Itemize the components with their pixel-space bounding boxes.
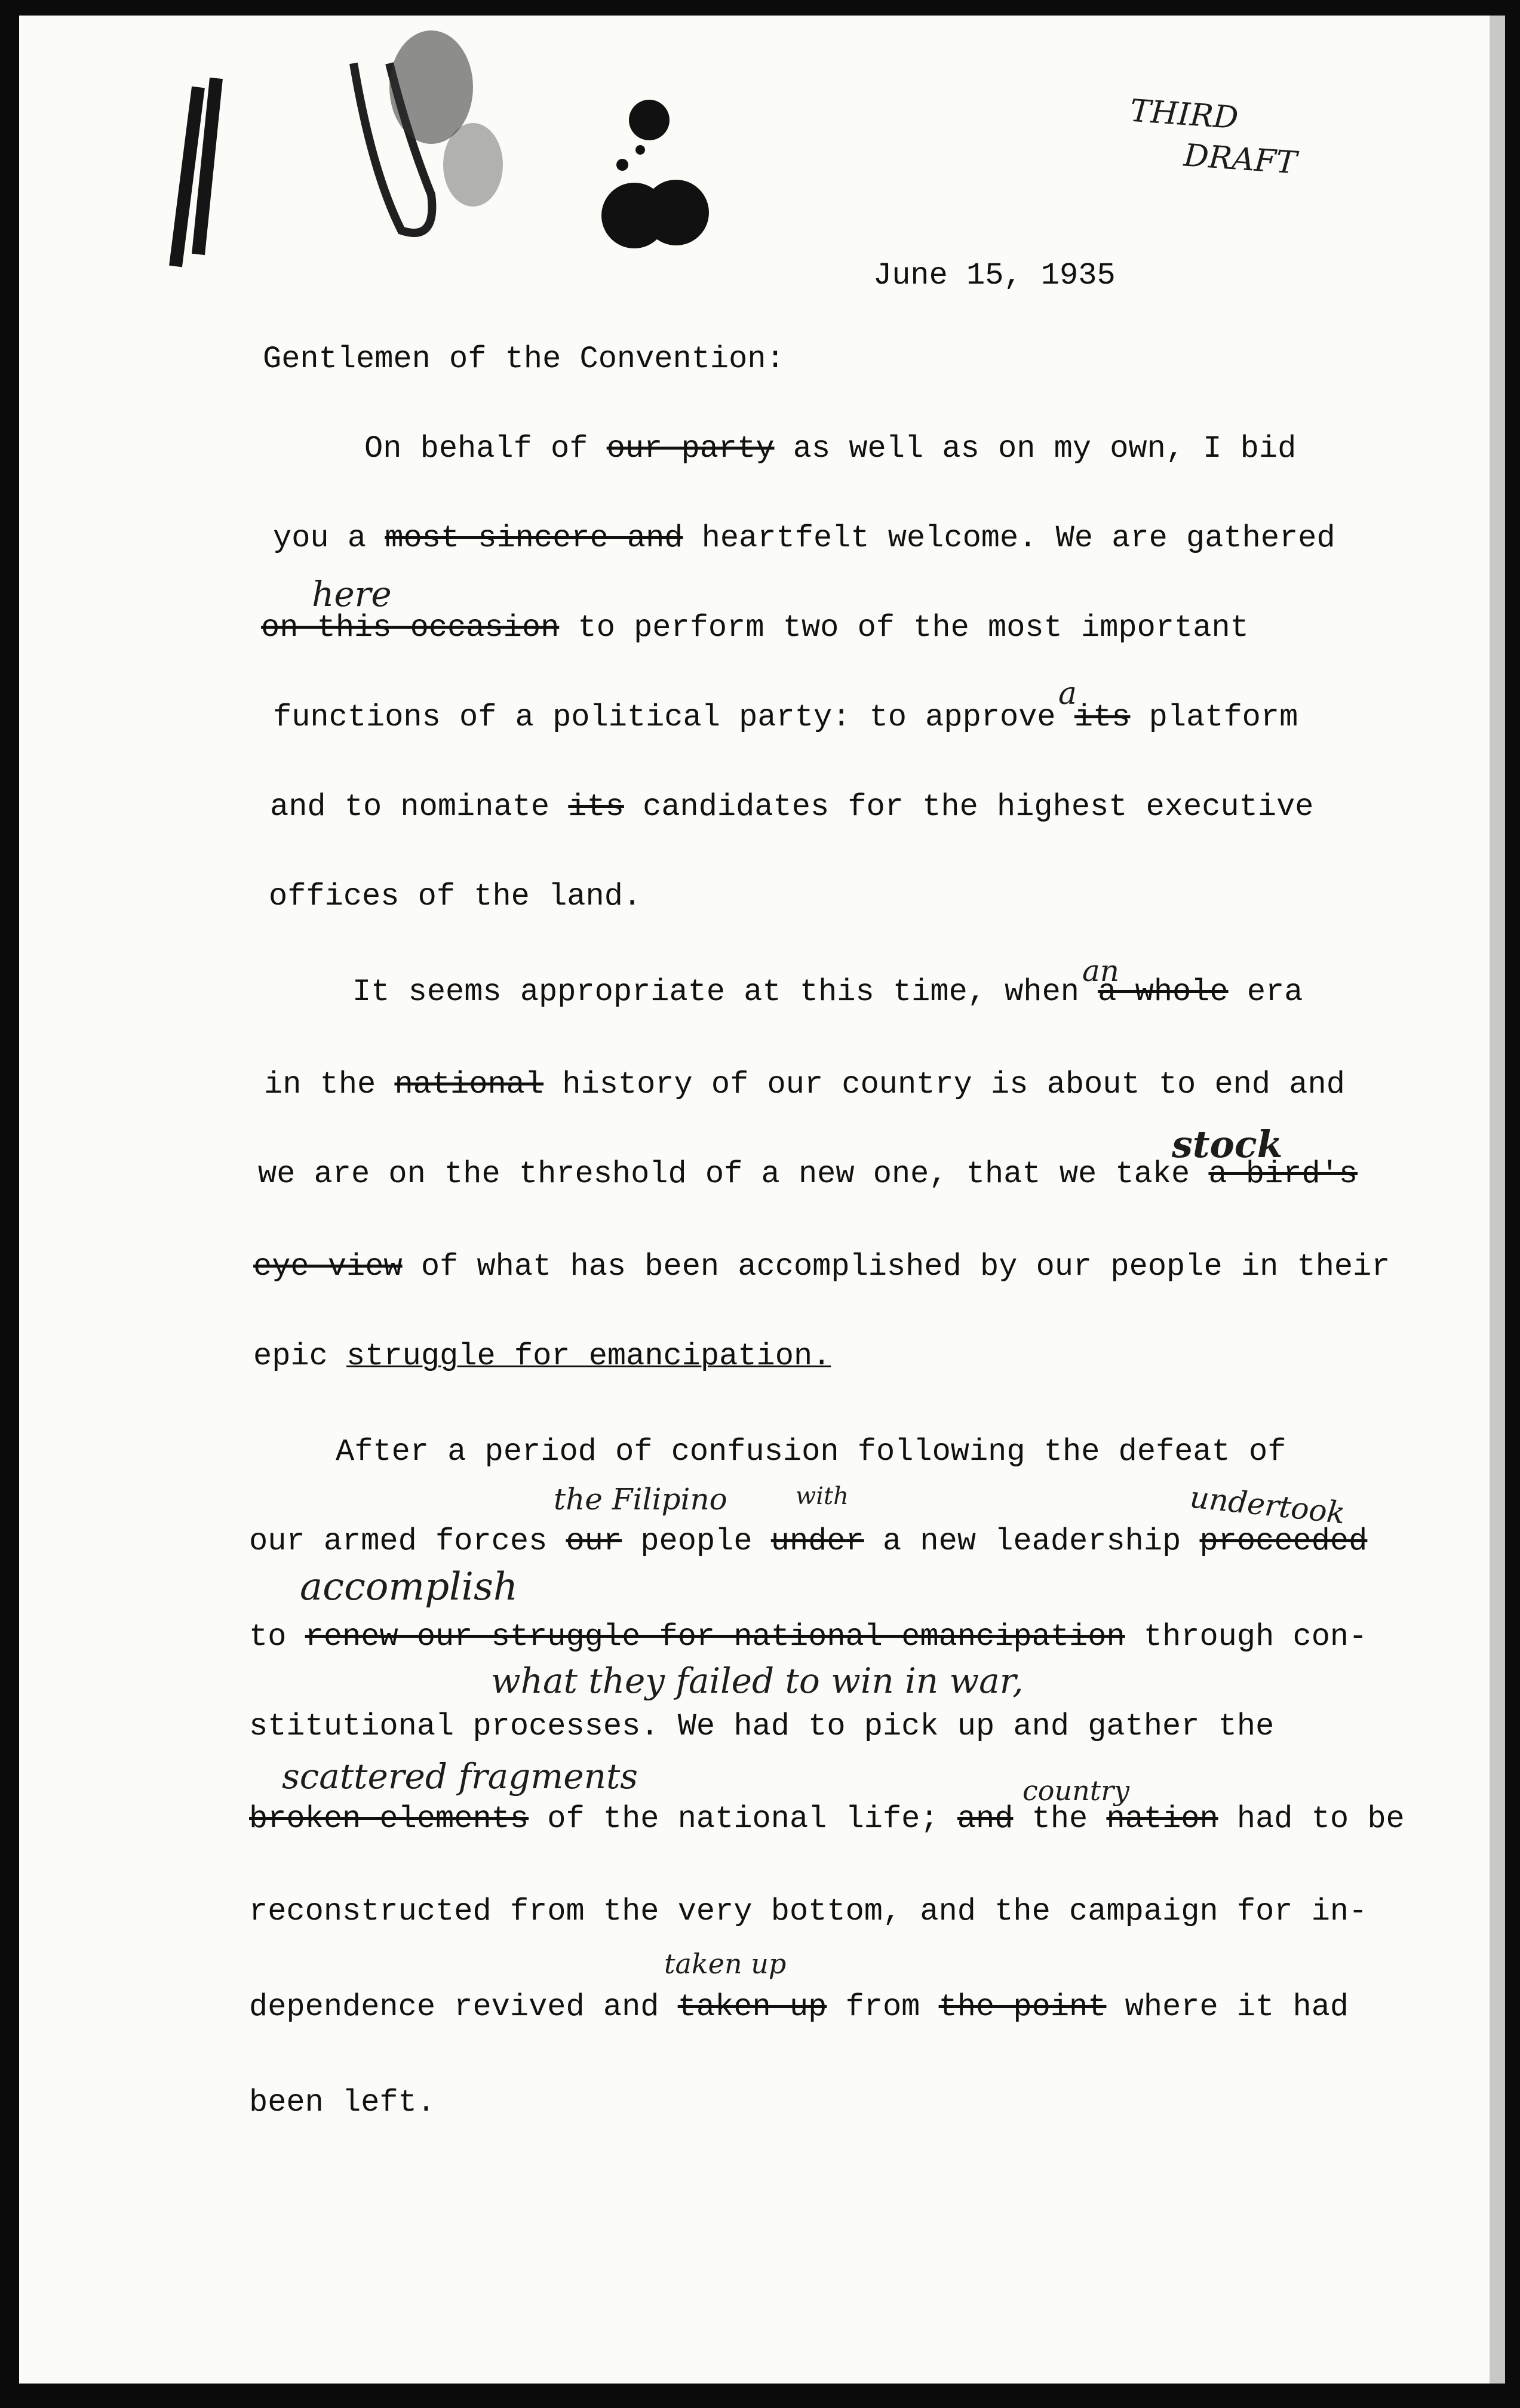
text-line: After a period of confusion following the defeat of (336, 1434, 1286, 1469)
handwritten-insert: an (1082, 954, 1120, 988)
text-line: on this occasion to perform two of the most important (261, 610, 1249, 645)
handwritten-insert: scattered fragments (282, 1756, 638, 1797)
draft-note: DRAFT (1183, 137, 1298, 182)
text-line: you a most sincere and heartfelt welcome. We are gathered (273, 521, 1335, 556)
handwritten-insert: with (796, 1483, 849, 1510)
handwritten-insert: accomplish (300, 1565, 518, 1609)
text-line: eye-view of what has been accomplished by our people in their (253, 1249, 1390, 1284)
text-line: stitutional processes. We had to pick up and gather the (249, 1709, 1275, 1744)
text-line: been left. (249, 2085, 436, 2120)
handwritten-insert: here (312, 574, 392, 614)
text-line: offices of the land. (269, 879, 642, 914)
text-line: in the national history of our country is about to end and (264, 1067, 1345, 1102)
ink-stains (19, 16, 736, 284)
text-line: functions of a political party: to approve its platform (273, 700, 1298, 735)
text-line: It seems appropriate at this time, when a whole era (352, 974, 1303, 1010)
text-line: reconstructed from the very bottom, and the campaign for in- (249, 1894, 1368, 1929)
text-line: we are on the threshold of a new one, that we take a bird's (258, 1157, 1358, 1192)
handwritten-insert: country (1022, 1775, 1130, 1807)
draft-note: THIRD (1129, 93, 1240, 137)
text-line: broken elements of the national life; and the nation had to be (249, 1801, 1405, 1837)
handwritten-insert: a (1058, 676, 1077, 712)
date: June 15, 1935 (873, 258, 1116, 293)
text-line: dependence revived and taken up from the point where it had (249, 1989, 1349, 2025)
text-line: epic struggle for emancipation. (253, 1339, 831, 1374)
handwritten-insert: stock (1172, 1122, 1283, 1166)
handwritten-insert: taken up (664, 1948, 787, 1980)
document-page (19, 16, 1505, 2384)
handwritten-insert: what they failed to win in war, (491, 1660, 1024, 1701)
text-line: On behalf of our party as well as on my own, I bid (364, 431, 1297, 466)
salutation: Gentlemen of the Convention: (263, 342, 785, 377)
page-edge (1490, 16, 1505, 2384)
text-line: to renew our struggle for national emancipation through con- (249, 1619, 1368, 1654)
handwritten-insert: undertook (1188, 1480, 1347, 1531)
handwritten-insert: the Filipino (554, 1482, 727, 1517)
text-line: our armed forces our people under a new leadership proceeded (249, 1524, 1368, 1559)
text-line: and to nominate its candidates for the highest executive (270, 789, 1314, 825)
